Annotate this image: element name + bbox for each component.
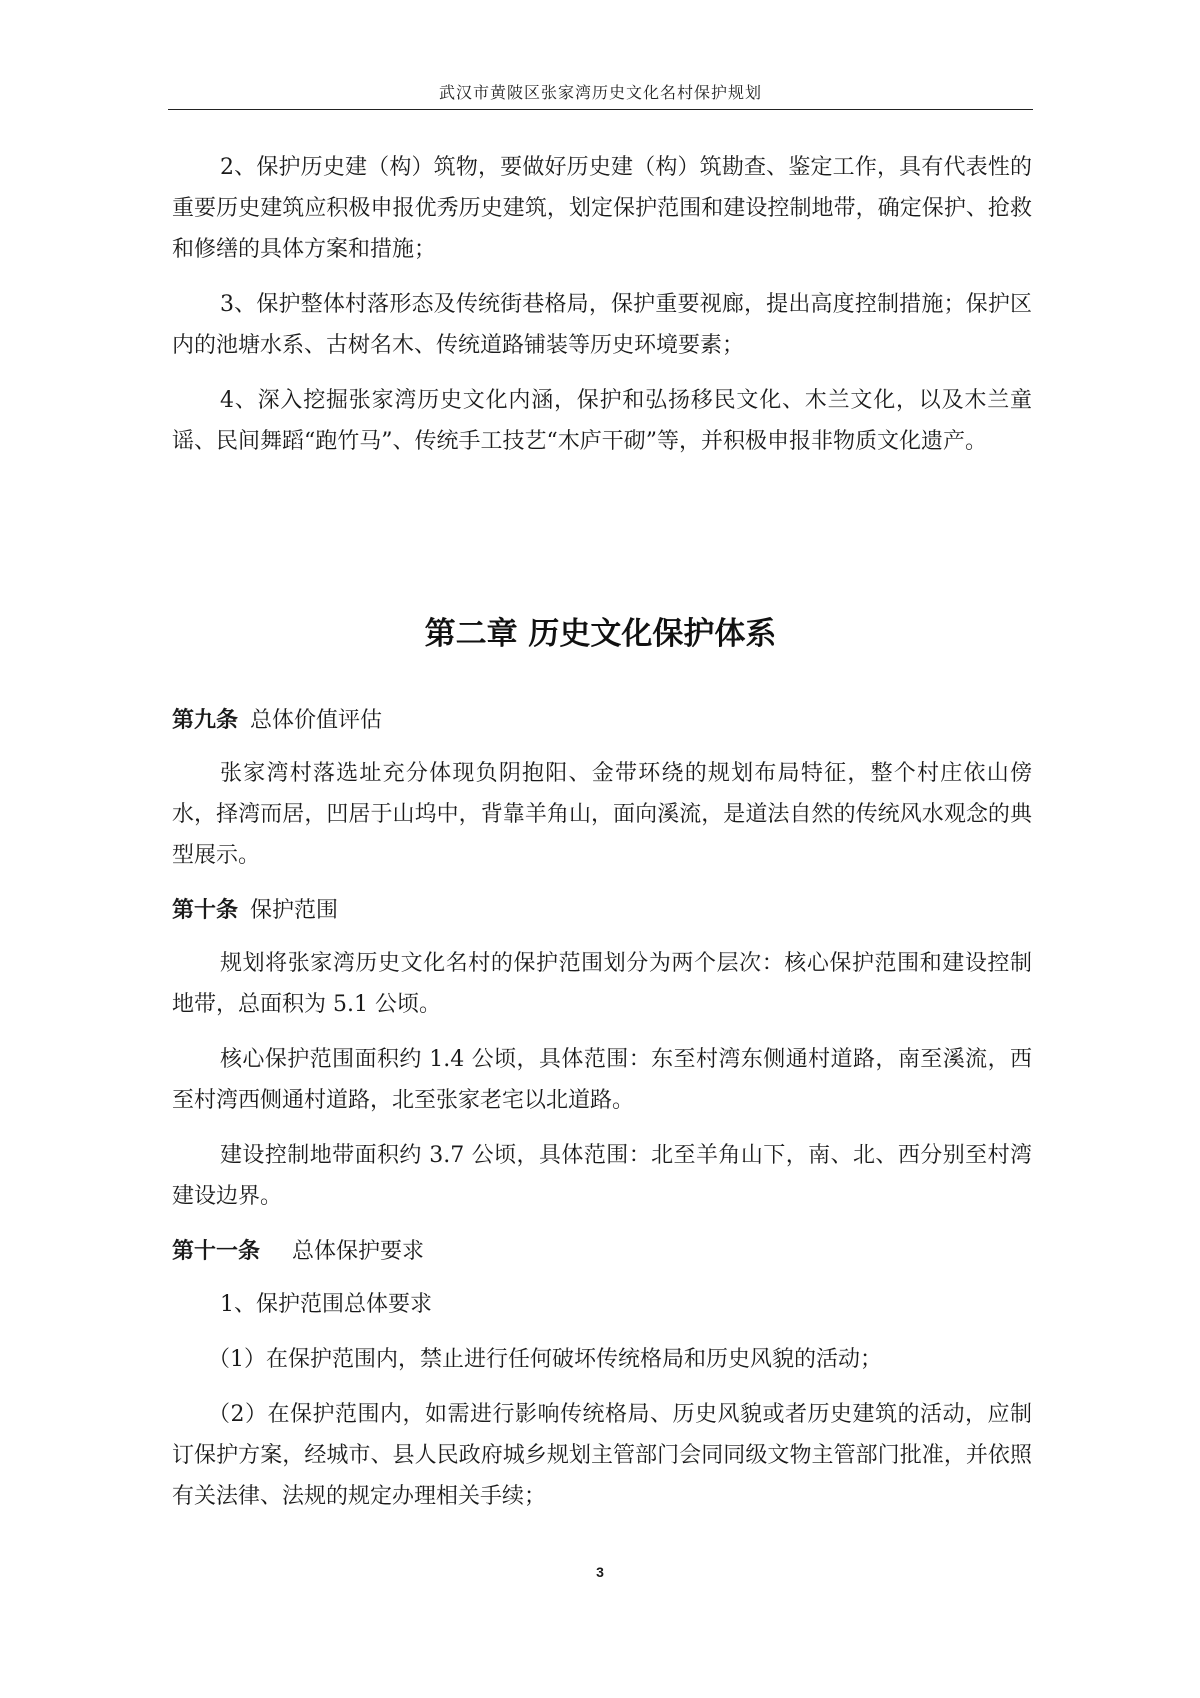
article-title: 总体保护要求 bbox=[292, 1239, 425, 1264]
article-heading bbox=[172, 700, 1032, 741]
running-header: 武汉市黄陂区张家湾历史文化名村保护规划 bbox=[438, 83, 762, 102]
article-number: 第十一条 bbox=[172, 1239, 261, 1264]
article-number: 第十条 bbox=[172, 898, 239, 923]
paragraph: （1）在保护范围内，禁止进行任何破坏传统格局和历史风貌的活动； bbox=[208, 1347, 882, 1372]
header-rule bbox=[168, 109, 1033, 110]
paragraph: 2、保护历史建（构）筑物，要做好历史建（构）筑勘查、鉴定工作，具有代表性的重要历史建筑应积极申报优秀历史建筑，划定保护范围和建设控制地带，确定保护、抢救和修缮的具体方案和措施； bbox=[172, 155, 1032, 262]
paragraph: （2）在保护范围内，如需进行影响传统格局、历史风貌或者历史建筑的活动，应制订保护方案，经城市、县人民政府城乡规划主管部门会同同级文物主管部门批准，并依照有关法律、法规的规定办理相关手续； bbox=[172, 1402, 1032, 1509]
page-number: 3 bbox=[596, 1564, 604, 1580]
paragraph: 规划将张家湾历史文化名村的保护范围划分为两个层次：核心保护范围和建设控制地带，总面积为 5.1 公顷。 bbox=[172, 951, 1032, 1017]
article-heading bbox=[172, 890, 1032, 931]
paragraph: 核心保护范围面积约 1.4 公顷，具体范围：东至村湾东侧通村道路，南至溪流，西至村湾西侧通村道路，北至张家老宅以北道路。 bbox=[172, 1047, 1032, 1113]
article-title: 总体价值评估 bbox=[250, 708, 383, 733]
paragraph: 3、保护整体村落形态及传统街巷格局，保护重要视廊，提出高度控制措施；保护区内的池塘水系、古树名木、传统道路铺装等历史环境要素； bbox=[172, 292, 1032, 358]
paragraph: 4、深入挖掘张家湾历史文化内涵，保护和弘扬移民文化、木兰文化，以及木兰童谣、民间舞蹈“跑竹马”、传统手工技艺“木庐干砌”等，并积极申报非物质文化遗产。 bbox=[172, 388, 1032, 454]
paragraph: 建设控制地带面积约 3.7 公顷，具体范围：北至羊角山下，南、北、西分别至村湾建设边界。 bbox=[172, 1143, 1032, 1209]
article-title: 保护范围 bbox=[250, 898, 339, 923]
articles-section bbox=[172, 700, 1032, 1531]
article-number: 第九条 bbox=[172, 708, 239, 733]
chapter-title: 第二章 历史文化保护体系 bbox=[424, 616, 777, 652]
article-heading bbox=[172, 1231, 1032, 1272]
paragraph: 张家湾村落选址充分体现负阴抱阳、金带环绕的规划布局特征，整个村庄依山傍水，择湾而居，凹居于山坞中，背靠羊角山，面向溪流，是道法自然的传统风水观念的典型展示。 bbox=[172, 761, 1032, 868]
paragraph: 1、保护范围总体要求 bbox=[220, 1292, 432, 1317]
top-content bbox=[172, 147, 1032, 476]
